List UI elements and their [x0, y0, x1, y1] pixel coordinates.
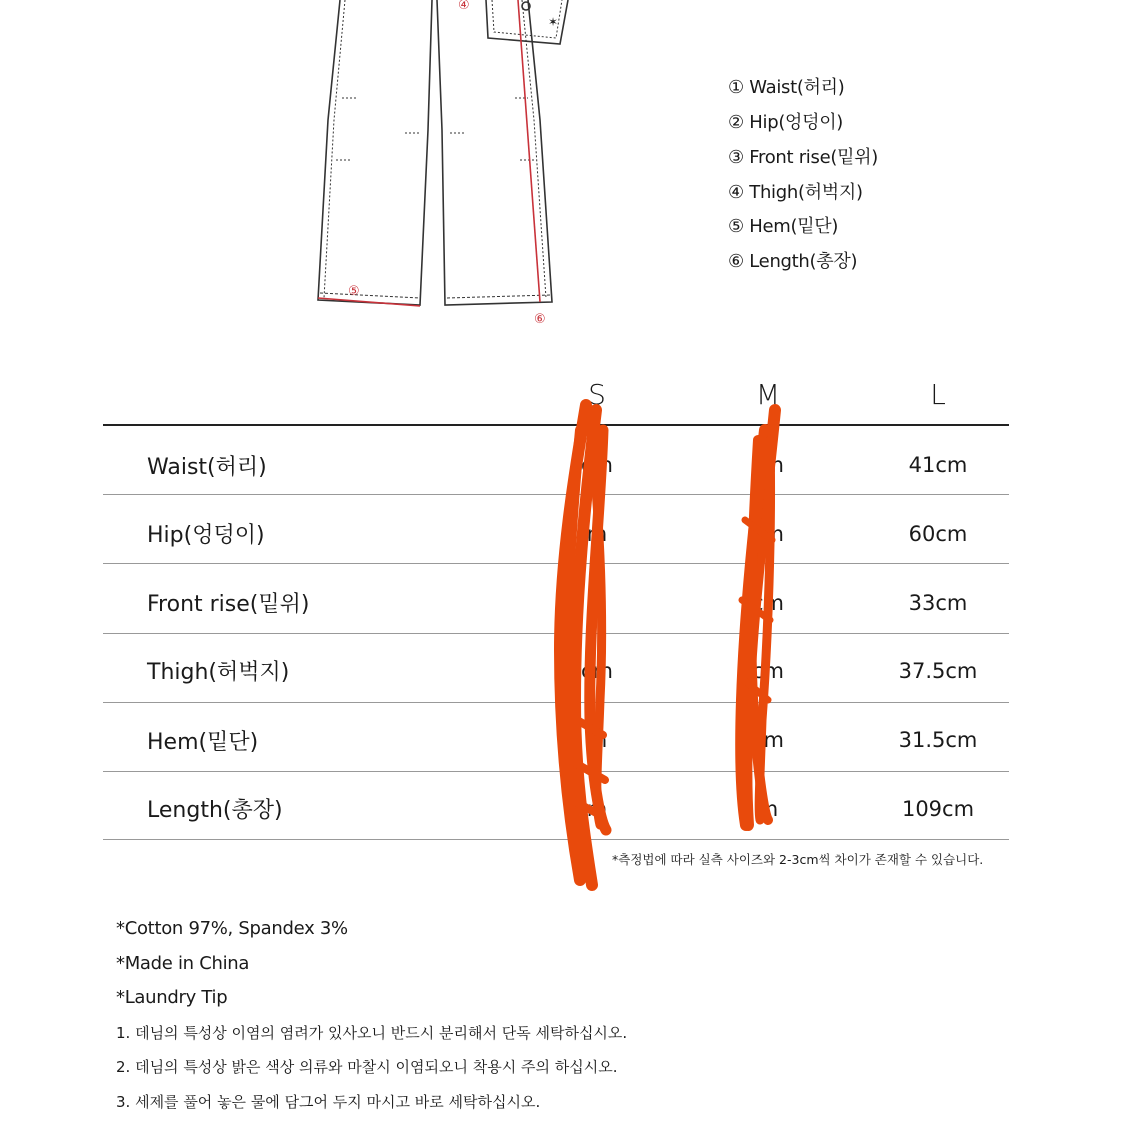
row-label-hip: Hip(엉덩이): [147, 523, 265, 548]
row-label-waist: Waist(허리): [147, 455, 267, 480]
table-top-rule: [103, 424, 1009, 426]
legend-item-front-rise: ③ Front rise(밑위): [728, 147, 878, 168]
cell-length-s: m: [586, 797, 608, 821]
country-of-origin: *Made in China: [116, 953, 250, 974]
table-row-divider: [103, 494, 1009, 495]
cell-front-rise-m: cm: [751, 591, 784, 615]
laundry-tip-heading: *Laundry Tip: [116, 987, 228, 1008]
care-tip-2: 2. 데님의 특성상 밝은 색상 의류와 마찰시 이염되오니 착용시 주의 하십시오.: [116, 1058, 618, 1076]
cell-waist-l: 41cm: [908, 453, 968, 477]
cell-length-l: 109cm: [901, 797, 975, 821]
cell-thigh-s: cm: [580, 659, 613, 683]
legend-item-waist: ① Waist(허리): [728, 77, 845, 98]
cell-hem-s: m: [586, 728, 608, 752]
table-row-divider: [103, 771, 1009, 772]
cell-length-m: m: [757, 797, 779, 821]
cell-waist-s: cm: [580, 453, 613, 477]
row-label-front-rise: Front rise(밑위): [147, 592, 310, 617]
cell-thigh-l: 37.5cm: [898, 659, 978, 683]
care-tip-3: 3. 세제를 풀어 놓은 물에 담그어 두지 마시고 바로 세탁하십시오.: [116, 1093, 541, 1111]
cell-front-rise-l: 33cm: [908, 591, 968, 615]
cell-hip-m: cm: [751, 522, 784, 546]
fabric-composition: *Cotton 97%, Spandex 3%: [116, 918, 348, 939]
table-row-divider: [103, 633, 1009, 634]
cell-front-rise-s: m: [586, 591, 608, 615]
measurement-note: *측정법에 따라 실측 사이즈와 2-3cm씩 차이가 존재할 수 있습니다.: [612, 852, 984, 867]
column-header-l: L: [930, 378, 946, 411]
marker-6: ⑥: [534, 312, 546, 327]
legend-item-length: ⑥ Length(총장): [728, 251, 858, 272]
column-header-m: M: [755, 378, 781, 411]
cell-waist-m: cm: [751, 453, 784, 477]
cell-hem-m: cm: [751, 728, 784, 752]
care-tip-1: 1. 데님의 특성상 이염의 염려가 있사오니 반드시 분리해서 단독 세탁하십시오.: [116, 1024, 628, 1042]
cell-hip-l: 60cm: [908, 522, 968, 546]
cell-thigh-m: cm: [751, 659, 784, 683]
cell-hip-s: m: [586, 522, 608, 546]
row-label-thigh: Thigh(허벅지): [147, 660, 290, 685]
table-row-divider: [103, 563, 1009, 564]
row-label-length: Length(총장): [147, 798, 283, 823]
table-bottom-rule: [103, 839, 1009, 840]
row-label-hem: Hem(밑단): [147, 730, 259, 755]
legend-item-hem: ⑤ Hem(밑단): [728, 216, 839, 237]
marker-4: ④: [458, 0, 470, 13]
svg-text:✶: ✶: [548, 15, 559, 29]
marker-5: ⑤: [348, 284, 360, 299]
table-row-divider: [103, 702, 1009, 703]
pants-diagram: [300, 0, 590, 335]
legend-item-hip: ② Hip(엉덩이): [728, 112, 844, 133]
cell-hem-l: 31.5cm: [898, 728, 978, 752]
legend-item-thigh: ④ Thigh(허벅지): [728, 182, 863, 203]
column-header-s: S: [588, 378, 606, 411]
